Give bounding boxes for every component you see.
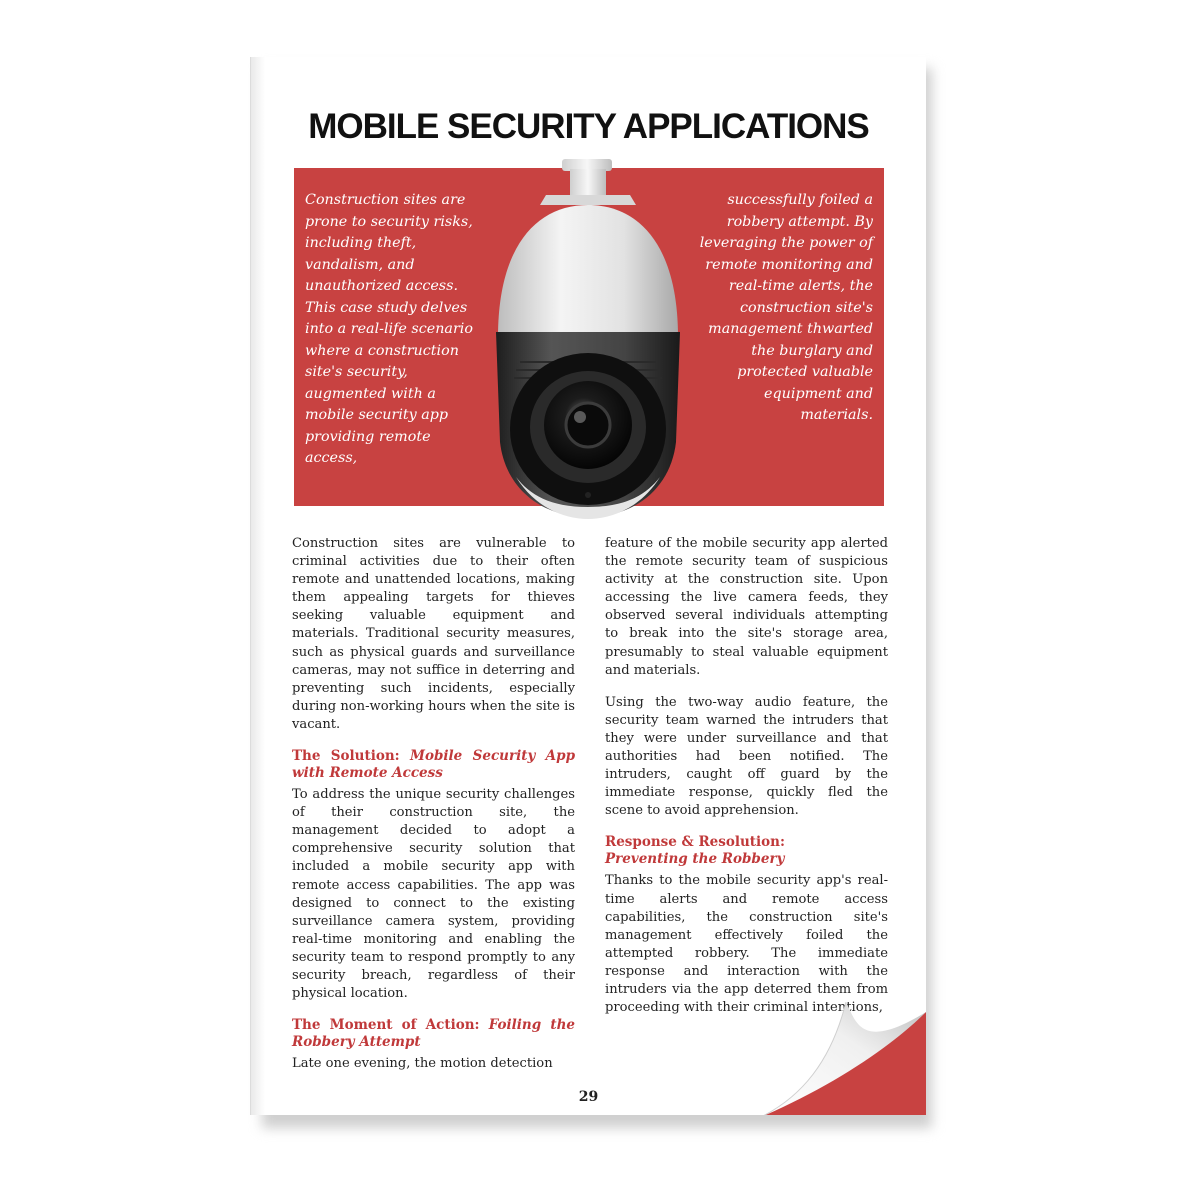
solution-paragraph: To address the unique security challenges of their construction site, the management decided to adopt a comprehensive security solution that included a mobile security app with remote access capabilities. The app was designed to connect to the existing surveillance camera system, providing real-time monitoring and enabling the security team to respond promptly to any security breach, regardless of their physical location. (292, 787, 575, 1002)
intro-paragraph: Construction sites are vulnerable to criminal activities due to their often remote and unattended locations, making them appealing targets for thieves seeking valuable equipment and materials. Traditional security measures, such as physical guards and surveillance cameras, may not suffice in deterring and preventing such incidents, especially during non-working hours when the site is vacant. (292, 536, 575, 732)
moment-paragraph-start: Late one evening, the motion detection (292, 1056, 553, 1072)
moment-heading-label: The Moment of Action: (292, 1017, 480, 1034)
response-heading-label: Response & Resolution: (605, 834, 785, 851)
page-number: 29 (578, 1089, 599, 1105)
moment-paragraph-continued: feature of the mobile security app alerted the remote security team of suspicious activity at the construction site. Upon accessing the live camera feeds, they observed several individuals attempting to break into the site's storage area, presumably to steal valuable equipment and materials. (605, 536, 888, 678)
moment-heading (292, 1017, 575, 1051)
solution-heading (292, 748, 575, 782)
right-column (605, 535, 888, 1031)
banner-left-text: Construction sites are prone to security risks, including theft, vandalism, and unauthorized access. This case study delves into a real-life scenario where a construction site's security, augmented with a mobile security app providing remote access, (305, 192, 473, 466)
left-column (292, 535, 575, 1087)
response-heading (605, 834, 888, 868)
page-title: MOBILE SECURITY APPLICATIONS (308, 107, 869, 146)
banner-right-text: successfully foiled a robbery attempt. By leveraging the power of remote monitoring and real-time alerts, the construction site's management thwarted the burglary and protected valuable equipment and materials. (699, 192, 873, 423)
page-curl-icon[interactable] (761, 992, 926, 1115)
document-page (250, 57, 926, 1115)
response-paragraph: Thanks to the mobile security app's real-time alerts and remote access capabilities, the construction site's management effectively foiled the attempted robbery. The immediate response and interaction with the intruders via the app deterred them from proceeding with their criminal intentions, (605, 873, 888, 1016)
solution-heading-label: The Solution: (292, 748, 400, 765)
response-subheading: Preventing the Robbery (605, 851, 785, 868)
security-camera-icon (476, 157, 701, 522)
audio-paragraph: Using the two-way audio feature, the security team warned the intruders that they were under surveillance and that authorities had been notified. The intruders, caught off guard by the immediate response, quickly fled the scene to avoid apprehension. (605, 694, 888, 819)
moment-subheading: Foiling the Robbery Attempt (292, 1017, 575, 1051)
solution-subheading: Mobile Security App with Remote Access (292, 748, 576, 782)
